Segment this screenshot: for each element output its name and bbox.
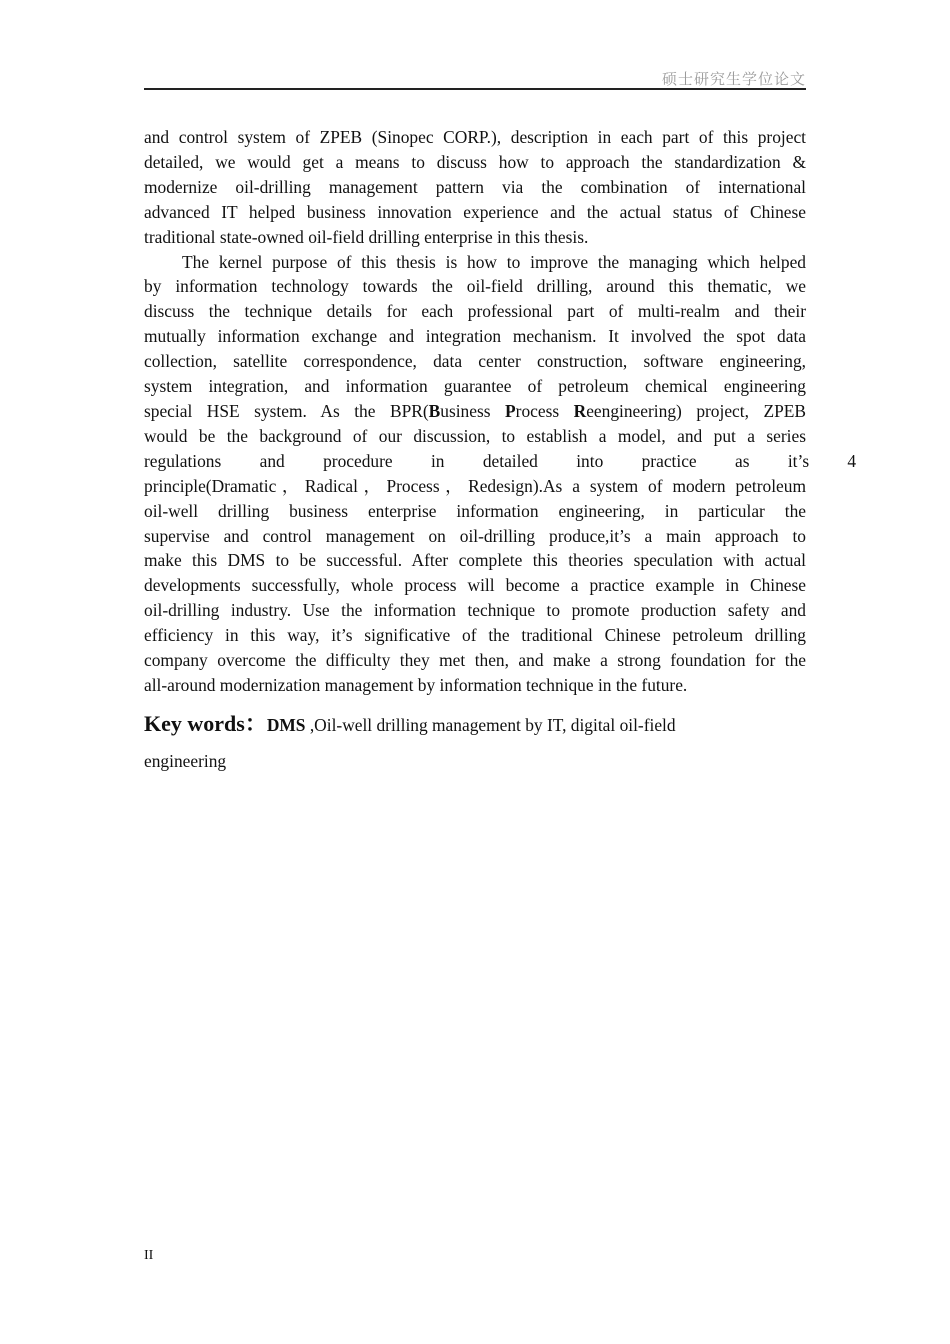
bpr-prefix: special HSE system. As the BPR( bbox=[144, 400, 429, 421]
text-line: principle(Dramatic，Radical，Process，Redesign).As a system of modern petroleum bbox=[144, 475, 806, 496]
bpr-bold-b: B bbox=[428, 400, 441, 421]
text-line: would be the background of our discussion, to establish a model, and put a series bbox=[144, 425, 806, 446]
bpr-bold-r: R bbox=[573, 400, 587, 421]
bpr-bold-p: P bbox=[505, 400, 516, 421]
keywords-line-1 bbox=[144, 706, 806, 743]
paragraph-2 bbox=[144, 250, 857, 698]
text-line: developments successfully, whole process will become a practice example in Chinese bbox=[144, 575, 806, 596]
paragraph-1 bbox=[144, 125, 806, 250]
bpr-line bbox=[144, 399, 806, 424]
text-line: and control system of ZPEB (Sinopec CORP.), description in each part of this project bbox=[144, 127, 806, 147]
page-number: II bbox=[144, 1248, 154, 1263]
abstract-body bbox=[144, 125, 857, 698]
text-line: system integration, and information guarantee of petroleum chemical engineering bbox=[144, 376, 806, 397]
text-line: oil-well drilling business enterprise information engineering, in particular the bbox=[144, 500, 806, 521]
bpr-word-3: eengineering) project, ZPEB bbox=[586, 400, 806, 421]
text-line: discuss the technique details for each professional part of multi-realm and their bbox=[144, 301, 806, 322]
text-line: modernize oil-drilling management pattern via the combination of international bbox=[144, 176, 806, 197]
text-line: supervise and control management on oil-drilling produce,it’s a main approach to bbox=[144, 525, 806, 546]
text-line: traditional state-owned oil-field drilling enterprise in this thesis. bbox=[144, 226, 589, 247]
text-line: by information technology towards the oil-field drilling, around this thematic, we bbox=[144, 276, 806, 297]
keyword-dms: DMS bbox=[266, 715, 306, 735]
text-line: detailed, we would get a means to discuss how to approach the standardization & bbox=[144, 151, 806, 172]
keywords-line-2: engineering bbox=[144, 751, 227, 771]
bpr-word-2: rocess bbox=[515, 400, 574, 421]
text-line: advanced IT helped business innovation experience and the actual status of Chinese bbox=[144, 201, 806, 222]
text-line: all-around modernization management by information technique in the future. bbox=[144, 674, 688, 695]
keywords-rest: ,Oil-well drilling management by IT, digital oil-field bbox=[305, 715, 676, 735]
bpr-word-1: usiness bbox=[440, 400, 506, 421]
text-line: oil-drilling industry. Use the information technique to promote production safety and bbox=[144, 600, 806, 621]
keywords-section bbox=[144, 706, 806, 779]
text-line: company overcome the difficulty they met then, and make a strong foundation for the bbox=[144, 650, 806, 671]
text-line: The kernel purpose of this thesis is how to improve the managing which helped bbox=[182, 251, 806, 272]
text-line: collection, satellite correspondence, data center construction, software engineering, bbox=[144, 351, 806, 372]
text-line: make this DMS to be successful. After complete this theories speculation with actual bbox=[144, 550, 806, 571]
text-line: efficiency in this way, it’s significative of the traditional Chinese petroleum drilling bbox=[144, 625, 806, 646]
keywords-label: Key words： bbox=[144, 711, 267, 736]
header-divider bbox=[144, 88, 806, 90]
text-line: mutually information exchange and integration mechanism. It involved the spot data bbox=[144, 326, 806, 347]
running-header: 硕士研究生学位论文 bbox=[661, 70, 806, 88]
text-line: regulations and procedure in detailed into practice as it’s 4 bbox=[144, 450, 857, 471]
